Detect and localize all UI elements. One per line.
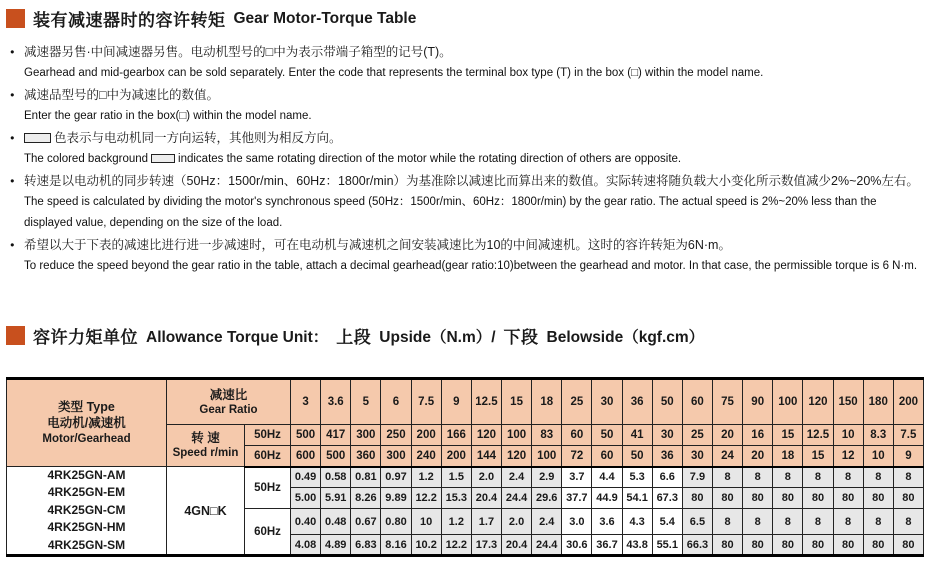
torque-60hz-kgfcm-cell: 80 — [893, 535, 923, 556]
torque-60hz-nm-cell: 8 — [773, 509, 803, 535]
torque-60hz-nm-cell: 4.3 — [622, 509, 652, 535]
speed-60hz-value-cell: 15 — [803, 446, 833, 467]
torque-60hz-nm-cell: 8 — [803, 509, 833, 535]
torque-60hz-nm-cell: 3.0 — [562, 509, 592, 535]
note-en — [24, 149, 921, 170]
note-decimal-gearhead — [9, 235, 921, 277]
gear-ratio-value-cell: 180 — [863, 379, 893, 425]
torque-60hz-kgfcm-cell: 24.4 — [532, 535, 562, 556]
notes-list — [9, 42, 923, 277]
table-row-50hz-nm — [7, 467, 924, 488]
gear-ratio-value-cell: 120 — [803, 379, 833, 425]
motor-model: 4RK25GN-SM — [47, 537, 126, 552]
speed-50hz-value-cell: 16 — [743, 425, 773, 446]
section-marker-icon — [6, 326, 25, 345]
note-en: To reduce the speed beyond the gear ratio in the table, attach a decimal gearhead(gear ratio:10)between the gearhead and motor. In that case, the permissible torque is 6 N·m. — [24, 260, 918, 272]
torque-60hz-nm-cell: 3.6 — [592, 509, 622, 535]
speed-en: Speed r/min — [172, 447, 239, 459]
torque-50hz-kgfcm-cell: 80 — [893, 488, 923, 509]
section-title-en: Gear Motor-Torque Table — [233, 9, 417, 27]
torque-50hz-nm-cell: 1.5 — [441, 467, 471, 488]
torque-60hz-kgfcm-cell: 55.1 — [652, 535, 682, 556]
speed-50hz-value-cell: 417 — [321, 425, 351, 446]
speed-60hz-value-cell: 30 — [682, 446, 712, 467]
gear-ratio-value-cell: 60 — [682, 379, 712, 425]
motor-models-cell — [7, 467, 167, 556]
speed-50hz-value-cell: 50 — [592, 425, 622, 446]
speed-50hz-value-cell: 25 — [682, 425, 712, 446]
torque-50hz-nm-cell: 5.3 — [622, 467, 652, 488]
speed-50hz-value-cell: 41 — [622, 425, 652, 446]
note-zh-text: 色表示与电动机同一方向运转，其他则为相反方向。 — [54, 131, 342, 145]
torque-60hz-kgfcm-cell: 10.2 — [411, 535, 441, 556]
torque-60hz-kgfcm-cell: 80 — [803, 535, 833, 556]
motor-model: 4RK25GN-CM — [47, 502, 126, 517]
note-en: Enter the gear ratio in the box(□) within the model name. — [24, 110, 312, 122]
note-zh: ● 希望以大于下表的减速比进行进一步减速时，可在电动机与减速机之间安装减速比为10的中间减速机。这时的容许转矩为6N·m。 — [24, 238, 731, 252]
speed-60hz-value-cell: 36 — [652, 446, 682, 467]
gear-ratio-value-cell: 18 — [532, 379, 562, 425]
note-zh: ● 转速是以电动机的同步转速（50Hz：1500r/min、60Hz：1800r/min）为基准除以减速比而算出来的数值。实际转速将随负载大小变化所示数值减少2%~20%左右。 — [24, 174, 919, 188]
speed-60hz-value-cell: 360 — [351, 446, 381, 467]
torque-60hz-nm-cell: 0.48 — [321, 509, 351, 535]
note-speed-calculation — [9, 171, 921, 234]
speed-50hz-value-cell: 120 — [471, 425, 501, 446]
motor-model: 4RK25GN-HM — [47, 520, 126, 535]
section-title-gear-motor-torque — [6, 6, 925, 31]
torque-50hz-nm-cell: 8 — [863, 467, 893, 488]
note-en-text-before: The colored background — [24, 153, 149, 165]
torque-50hz-nm-cell: 6.6 — [652, 467, 682, 488]
gear-ratio-header-cell — [167, 379, 291, 425]
torque-60hz-nm-cell: 0.80 — [381, 509, 411, 535]
torque-60hz-nm-cell: 0.67 — [351, 509, 381, 535]
torque-50hz-nm-cell: 8 — [833, 467, 863, 488]
gear-ratio-value-cell: 25 — [562, 379, 592, 425]
torque-50hz-kgfcm-cell: 67.3 — [652, 488, 682, 509]
belowside-en: Belowside（kgf.cm） — [546, 328, 705, 346]
speed-zh: 转 速 — [191, 431, 220, 445]
torque-50hz-nm-cell: 4.4 — [592, 467, 622, 488]
torque-50hz-kgfcm-cell: 80 — [833, 488, 863, 509]
torque-50hz-nm-cell: 2.4 — [502, 467, 532, 488]
speed-50hz-value-cell: 83 — [532, 425, 562, 446]
type-header-line: 类型 Type — [58, 400, 115, 414]
speed-60hz-value-cell: 240 — [411, 446, 441, 467]
torque-60hz-kgfcm-cell: 80 — [863, 535, 893, 556]
torque-60hz-nm-cell: 2.0 — [502, 509, 532, 535]
torque-60hz-nm-cell: 8 — [863, 509, 893, 535]
torque-60hz-kgfcm-cell: 12.2 — [441, 535, 471, 556]
hz-60-header-cell: 60Hz — [245, 446, 291, 467]
torque-50hz-nm-cell: 0.97 — [381, 467, 411, 488]
torque-60hz-kgfcm-cell: 17.3 — [471, 535, 501, 556]
upside-en: Upside（N.m）/ — [379, 328, 496, 346]
torque-60hz-kgfcm-cell: 80 — [833, 535, 863, 556]
type-header-line: Motor/Gearhead — [42, 433, 131, 445]
note-zh: ● 减速品型号的□中为减速比的数值。 — [24, 88, 220, 102]
speed-60hz-value-cell: 300 — [381, 446, 411, 467]
speed-60hz-value-cell: 72 — [562, 446, 592, 467]
speed-60hz-value-cell: 20 — [743, 446, 773, 467]
color-legend-box-icon — [151, 154, 175, 163]
speed-60hz-value-cell: 120 — [502, 446, 532, 467]
gear-ratio-value-cell: 30 — [592, 379, 622, 425]
torque-50hz-kgfcm-cell: 24.4 — [502, 488, 532, 509]
torque-50hz-kgfcm-cell: 80 — [712, 488, 742, 509]
torque-60hz-nm-cell: 2.4 — [532, 509, 562, 535]
speed-60hz-value-cell: 9 — [893, 446, 923, 467]
torque-60hz-nm-cell: 8 — [833, 509, 863, 535]
torque-50hz-nm-cell: 0.49 — [291, 467, 321, 488]
torque-60hz-nm-cell: 10 — [411, 509, 441, 535]
speed-60hz-value-cell: 144 — [471, 446, 501, 467]
torque-50hz-nm-cell: 8 — [743, 467, 773, 488]
torque-60hz-kgfcm-cell: 66.3 — [682, 535, 712, 556]
torque-60hz-kgfcm-cell: 6.83 — [351, 535, 381, 556]
speed-50hz-value-cell: 20 — [712, 425, 742, 446]
torque-50hz-nm-cell: 2.9 — [532, 467, 562, 488]
note-rotation-direction-legend — [9, 128, 921, 170]
gear-ratio-value-cell: 100 — [773, 379, 803, 425]
type-header-line: 电动机/减速机 — [47, 416, 126, 430]
note-en: The speed is calculated by dividing the motor's synchronous speed (50Hz：1500r/min、60Hz：1800r/min) by the gear ratio. The actual speed is 2%~20% less than the displayed value, depending on the size of the load. — [24, 196, 877, 229]
speed-50hz-value-cell: 500 — [291, 425, 321, 446]
torque-50hz-nm-cell: 1.2 — [411, 467, 441, 488]
speed-60hz-value-cell: 500 — [321, 446, 351, 467]
speed-60hz-value-cell: 60 — [592, 446, 622, 467]
gear-ratio-value-cell: 75 — [712, 379, 742, 425]
torque-50hz-kgfcm-cell: 12.2 — [411, 488, 441, 509]
torque-50hz-nm-cell: 8 — [803, 467, 833, 488]
torque-50hz-kgfcm-cell: 80 — [863, 488, 893, 509]
speed-50hz-value-cell: 166 — [441, 425, 471, 446]
speed-50hz-value-cell: 250 — [381, 425, 411, 446]
speed-50hz-value-cell: 8.3 — [863, 425, 893, 446]
gearhead-model-cell: 4GN□K — [167, 467, 245, 556]
speed-50hz-value-cell: 300 — [351, 425, 381, 446]
gear-ratio-value-cell: 90 — [743, 379, 773, 425]
section-marker-icon — [6, 9, 25, 28]
torque-50hz-kgfcm-cell: 15.3 — [441, 488, 471, 509]
torque-60hz-kgfcm-cell: 8.16 — [381, 535, 411, 556]
gear-ratio-value-cell: 3.6 — [321, 379, 351, 425]
speed-60hz-value-cell: 10 — [863, 446, 893, 467]
speed-60hz-value-cell: 24 — [712, 446, 742, 467]
hz-50-row-label: 50Hz — [245, 467, 291, 509]
torque-60hz-kgfcm-cell: 43.8 — [622, 535, 652, 556]
torque-60hz-kgfcm-cell: 4.08 — [291, 535, 321, 556]
unit-title-en: Allowance Torque Unit： — [146, 328, 329, 346]
color-legend-box-icon — [24, 133, 51, 143]
torque-table — [6, 377, 924, 557]
gear-ratio-value-cell: 9 — [441, 379, 471, 425]
torque-60hz-nm-cell: 0.40 — [291, 509, 321, 535]
gear-ratio-zh: 减速比 — [209, 387, 248, 402]
gear-ratio-value-cell: 36 — [622, 379, 652, 425]
torque-60hz-kgfcm-cell: 4.89 — [321, 535, 351, 556]
gear-ratio-value-cell: 12.5 — [471, 379, 501, 425]
speed-60hz-value-cell: 600 — [291, 446, 321, 467]
torque-60hz-kgfcm-cell: 36.7 — [592, 535, 622, 556]
torque-50hz-kgfcm-cell: 20.4 — [471, 488, 501, 509]
speed-50hz-value-cell: 200 — [411, 425, 441, 446]
note-zh — [24, 128, 921, 149]
torque-60hz-nm-cell: 8 — [893, 509, 923, 535]
speed-50hz-value-cell: 30 — [652, 425, 682, 446]
speed-60hz-value-cell: 18 — [773, 446, 803, 467]
torque-50hz-kgfcm-cell: 80 — [743, 488, 773, 509]
speed-60hz-value-cell: 12 — [833, 446, 863, 467]
unit-title-zh: 容许力矩单位 — [33, 328, 138, 347]
note-en: Gearhead and mid-gearbox can be sold separately. Enter the code that represents the terminal box type (T) in the box (□) within the model name. — [24, 67, 764, 79]
speed-header-cell — [167, 425, 245, 467]
hz-50-header-cell: 50Hz — [245, 425, 291, 446]
torque-50hz-kgfcm-cell: 5.91 — [321, 488, 351, 509]
section-title-zh: 装有减速器时的容许转矩 — [33, 11, 226, 30]
torque-50hz-nm-cell: 3.7 — [562, 467, 592, 488]
torque-50hz-kgfcm-cell: 5.00 — [291, 488, 321, 509]
torque-50hz-nm-cell: 8 — [773, 467, 803, 488]
torque-50hz-kgfcm-cell: 9.89 — [381, 488, 411, 509]
torque-60hz-nm-cell: 1.2 — [441, 509, 471, 535]
speed-60hz-value-cell: 200 — [441, 446, 471, 467]
torque-50hz-kgfcm-cell: 80 — [773, 488, 803, 509]
speed-50hz-value-cell: 100 — [502, 425, 532, 446]
torque-60hz-nm-cell: 8 — [712, 509, 742, 535]
torque-60hz-kgfcm-cell: 80 — [712, 535, 742, 556]
note-gear-ratio-in-box — [9, 85, 921, 127]
gear-ratio-value-cell: 3 — [291, 379, 321, 425]
section-title-allowance-torque-unit — [6, 323, 925, 348]
gear-ratio-value-cell: 6 — [381, 379, 411, 425]
note-en-text-after: indicates the same rotating direction of the motor while the rotating direction of others are opposite. — [178, 153, 682, 165]
gear-ratio-value-cell: 200 — [893, 379, 923, 425]
gear-ratio-value-cell: 5 — [351, 379, 381, 425]
note-gearhead-sold-separately — [9, 42, 921, 84]
torque-50hz-nm-cell: 8 — [893, 467, 923, 488]
torque-60hz-kgfcm-cell: 80 — [773, 535, 803, 556]
torque-50hz-kgfcm-cell: 80 — [803, 488, 833, 509]
hz-60-row-label: 60Hz — [245, 509, 291, 556]
speed-50hz-value-cell: 10 — [833, 425, 863, 446]
torque-60hz-nm-cell: 1.7 — [471, 509, 501, 535]
speed-50hz-value-cell: 7.5 — [893, 425, 923, 446]
motor-model: 4RK25GN-EM — [47, 485, 126, 500]
motor-model: 4RK25GN-AM — [47, 468, 126, 482]
torque-50hz-kgfcm-cell: 29.6 — [532, 488, 562, 509]
torque-50hz-nm-cell: 2.0 — [471, 467, 501, 488]
gear-ratio-value-cell: 7.5 — [411, 379, 441, 425]
torque-60hz-kgfcm-cell: 80 — [743, 535, 773, 556]
torque-50hz-kgfcm-cell: 80 — [682, 488, 712, 509]
torque-60hz-kgfcm-cell: 30.6 — [562, 535, 592, 556]
gear-ratio-en: Gear Ratio — [199, 403, 258, 416]
torque-50hz-kgfcm-cell: 44.9 — [592, 488, 622, 509]
table-header-row-ratios — [7, 379, 924, 425]
torque-50hz-kgfcm-cell: 8.26 — [351, 488, 381, 509]
torque-50hz-nm-cell: 7.9 — [682, 467, 712, 488]
gear-ratio-value-cell: 15 — [502, 379, 532, 425]
torque-50hz-nm-cell: 0.58 — [321, 467, 351, 488]
speed-60hz-value-cell: 100 — [532, 446, 562, 467]
belowside-zh: 下段 — [503, 328, 539, 347]
torque-60hz-kgfcm-cell: 20.4 — [502, 535, 532, 556]
torque-50hz-kgfcm-cell: 37.7 — [562, 488, 592, 509]
torque-50hz-nm-cell: 0.81 — [351, 467, 381, 488]
speed-60hz-value-cell: 50 — [622, 446, 652, 467]
note-zh: ● 减速器另售·中间减速器另售。电动机型号的□中为表示带端子箱型的记号(T)。 — [24, 45, 452, 59]
torque-60hz-nm-cell: 6.5 — [682, 509, 712, 535]
speed-50hz-value-cell: 15 — [773, 425, 803, 446]
torque-60hz-nm-cell: 8 — [743, 509, 773, 535]
torque-50hz-nm-cell: 8 — [712, 467, 742, 488]
upside-zh: 上段 — [336, 328, 372, 347]
type-header-cell — [7, 379, 167, 467]
torque-60hz-nm-cell: 5.4 — [652, 509, 682, 535]
gear-ratio-value-cell: 150 — [833, 379, 863, 425]
speed-50hz-value-cell: 12.5 — [803, 425, 833, 446]
gear-ratio-value-cell: 50 — [652, 379, 682, 425]
torque-50hz-kgfcm-cell: 54.1 — [622, 488, 652, 509]
speed-50hz-value-cell: 60 — [562, 425, 592, 446]
